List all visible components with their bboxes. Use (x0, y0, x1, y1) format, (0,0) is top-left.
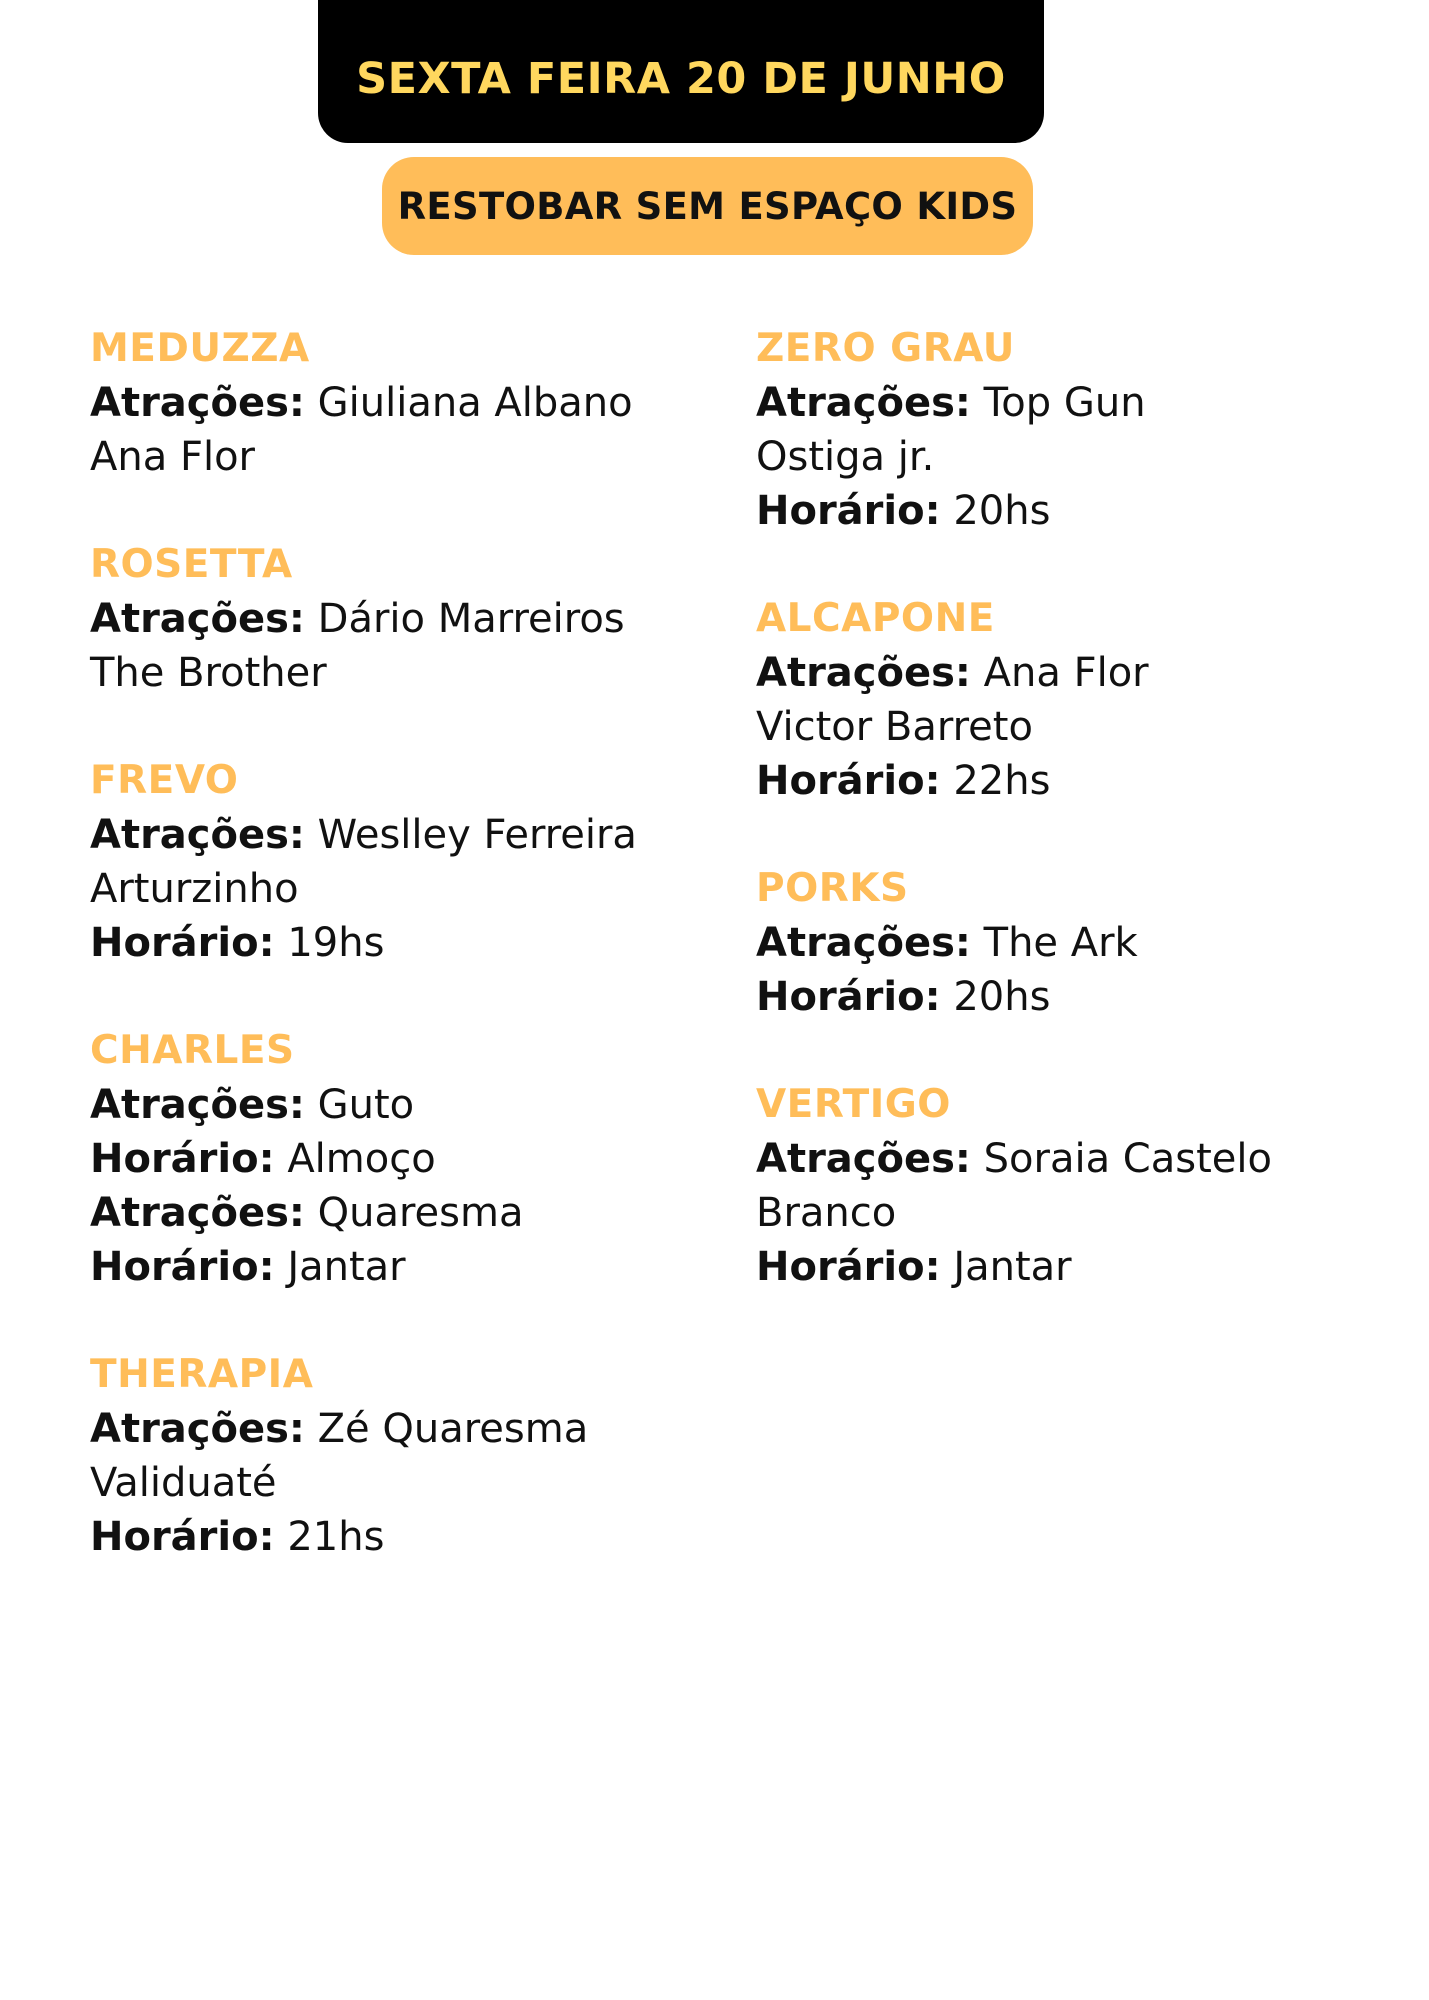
line-value: Ostiga jr. (756, 434, 935, 480)
venue-line (90, 1078, 690, 1132)
venue-name: FREVO (90, 758, 239, 803)
venue-name: VERTIGO (756, 1082, 951, 1127)
venue-block (90, 538, 690, 700)
venue-line (756, 1240, 1376, 1294)
venue-line (90, 430, 690, 484)
line-label: Atrações: (756, 650, 971, 696)
line-label: Horário: (756, 1244, 941, 1290)
venue-line (90, 1456, 690, 1510)
right-column (756, 322, 1376, 1348)
line-value: Giuliana Albano (317, 380, 633, 426)
venue-line (90, 592, 690, 646)
line-value: Jantar (287, 1244, 406, 1290)
line-label: Atrações: (90, 1406, 305, 1452)
venue-name: ALCAPONE (756, 596, 995, 641)
venue-line (756, 700, 1376, 754)
line-value: Almoço (287, 1136, 436, 1182)
line-label: Atrações: (90, 1190, 305, 1236)
venue-line (90, 1132, 690, 1186)
line-value: Guto (317, 1082, 415, 1128)
venue-name: ZERO GRAU (756, 326, 1015, 371)
venue-line (90, 376, 690, 430)
line-value: Zé Quaresma (317, 1406, 589, 1452)
line-value: Jantar (953, 1244, 1072, 1290)
date-title: SEXTA FEIRA 20 DE JUNHO (356, 53, 1006, 104)
venue-block (90, 754, 690, 970)
venue-line (90, 1402, 690, 1456)
line-label: Horário: (90, 1514, 275, 1560)
line-value: Victor Barreto (756, 704, 1033, 750)
date-banner (318, 0, 1044, 143)
line-value: 20hs (953, 488, 1051, 534)
venue-name: PORKS (756, 866, 909, 911)
venue-line (756, 916, 1376, 970)
venue-line (756, 970, 1376, 1024)
line-label: Atrações: (90, 1082, 305, 1128)
venue-line (756, 430, 1376, 484)
venue-name: MEDUZZA (90, 326, 310, 371)
line-value: The Brother (90, 650, 327, 696)
line-label: Horário: (90, 920, 275, 966)
venue-name: THERAPIA (90, 1352, 314, 1397)
line-label: Atrações: (756, 920, 971, 966)
venue-line (90, 916, 690, 970)
line-value: Dário Marreiros (317, 596, 625, 642)
line-value: Top Gun (983, 380, 1146, 426)
line-value: Ana Flor (983, 650, 1149, 696)
left-column (90, 322, 690, 1618)
line-label: Horário: (756, 758, 941, 804)
venue-line (90, 1240, 690, 1294)
line-label: Atrações: (756, 1136, 971, 1182)
venue-line (756, 376, 1376, 430)
section-banner (382, 157, 1033, 255)
venue-line (756, 1186, 1376, 1240)
venue-line (756, 484, 1376, 538)
line-label: Horário: (756, 974, 941, 1020)
line-value: Validuaté (90, 1460, 277, 1506)
venue-line (90, 646, 690, 700)
venue-line (90, 1510, 690, 1564)
venue-block (90, 1348, 690, 1564)
venue-name: CHARLES (90, 1028, 295, 1073)
venue-line (756, 754, 1376, 808)
venue-block (756, 1078, 1376, 1294)
line-label: Atrações: (90, 812, 305, 858)
venue-line (756, 646, 1376, 700)
line-label: Horário: (756, 488, 941, 534)
venue-block (90, 1024, 690, 1294)
line-value: Branco (756, 1190, 897, 1236)
line-value: Quaresma (317, 1190, 524, 1236)
line-value: 19hs (287, 920, 385, 966)
venue-line (90, 808, 690, 862)
line-label: Atrações: (90, 596, 305, 642)
line-value: The Ark (983, 920, 1138, 966)
line-label: Atrações: (90, 380, 305, 426)
venue-block (756, 322, 1376, 538)
line-value: 22hs (953, 758, 1051, 804)
venue-block (90, 322, 690, 484)
venue-line (756, 1132, 1376, 1186)
line-value: Arturzinho (90, 866, 299, 912)
venue-block (756, 592, 1376, 808)
venue-line (90, 1186, 690, 1240)
line-value: Weslley Ferreira (317, 812, 637, 858)
line-label: Horário: (90, 1136, 275, 1182)
line-value: 20hs (953, 974, 1051, 1020)
section-title: RESTOBAR SEM ESPAÇO KIDS (397, 184, 1018, 228)
line-label: Atrações: (756, 380, 971, 426)
venue-name: ROSETTA (90, 542, 293, 587)
venue-block (756, 862, 1376, 1024)
line-label: Horário: (90, 1244, 275, 1290)
line-value: 21hs (287, 1514, 385, 1560)
venue-line (90, 862, 690, 916)
line-value: Ana Flor (90, 434, 255, 480)
line-value: Soraia Castelo (983, 1136, 1272, 1182)
